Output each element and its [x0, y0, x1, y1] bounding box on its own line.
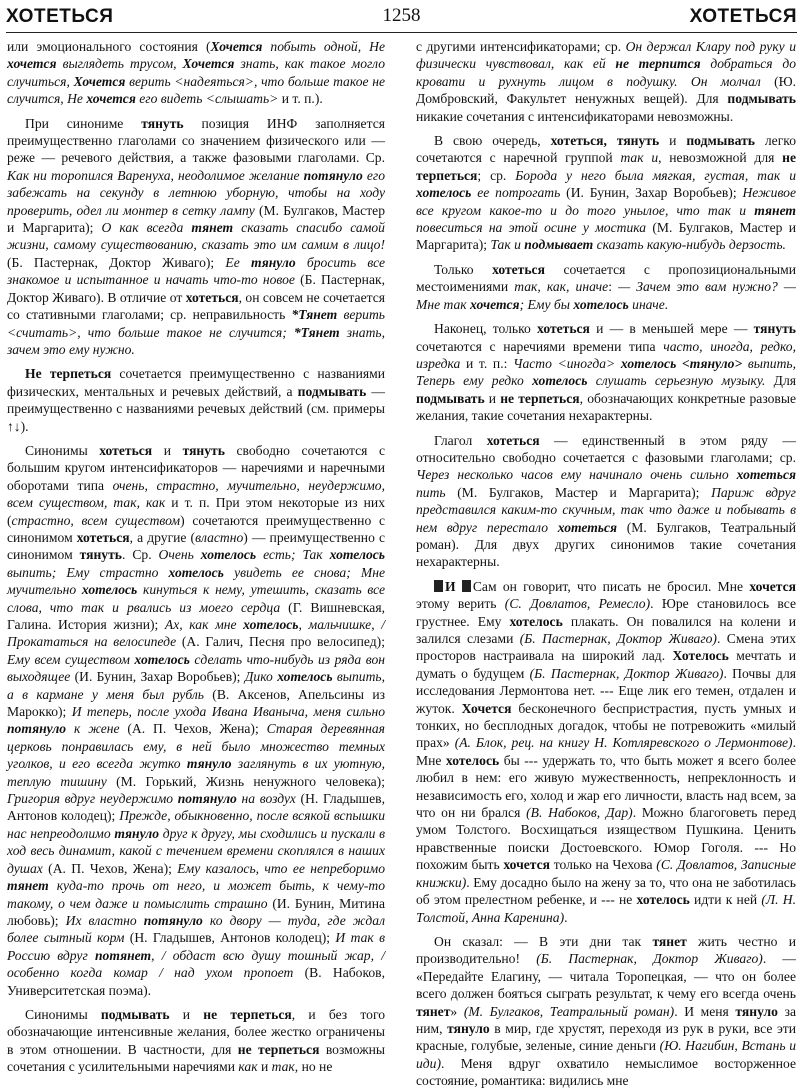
running-header: [6, 2, 797, 33]
header-headword-left: ХОТЕТЬСЯ: [6, 6, 114, 27]
illustrations-block: И Сам он говорит, что писать не бросил. Мне хочется этому верить (С. Довлатов, Ремесло). Юре становилось все грустнее. Ему хотелось плакать. Он повалился на колени и залился слезами (Б. Пастернак, Доктор Живаго). Смена этих просторов настраивала на широкий лад. Хотелось мечтать и думать о будущем (Б. Пастернак, Доктор Живаго). Почвы для исследования Лермонтова нет. --- Еще лик его темен, отдален и жуток. Хочется бесконечного беспристрастия, пусть умных и тонких, но бесплодных догадок, чтобы не потревожить «милый прах» (А. Блок, рец. на книгу Н. Котляревского о Лермонтове). Мне хотелось бы --- удержать то, что быть может я всего более любил в нем: его живую мужественность, непреклонность и независимость его, холод и жар его личности, власть над всем, за что он ни брался (В. Набоков, Дар). Можно благоговеть перед умом Толстого. Восхищаться изяществом Пушкина. Ценить нравственные поиски Достоевского. Юмор Гоголя. --- Но похожим быть хочется только на Чехова (С. Довлатов, Записные книжки). Ему досадно было на жену за то, что она не заботилась об этом прелестном ребенке, и --- не хотелось идти к ней (Л. Н. Толстой, Анна Каренина).: [416, 578, 797, 925]
paragraph: Синонимы хотеться и тянуть свободно сочетаются с большим кругом интенсификаторов — наречиями и наречными оборотами типа очень, страстно, мучительно, неудержимо, всем существом, так, как и т. п. При этом некоторые из них (страстно, всем существом) сочетаются преимущественно с синонимом хотеться, а другие (властно) — преимущественно с синонимом тянуть. Ср. Очень хотелось есть; Так хотелось выпить; Ему страстно хотелось увидеть ее снова; Мне мучительно хотелось кинуться к нему, утешить, сказать все слова, что так и рвались из моего сердца (Г. Вишневская, Галина. История жизни); Ах, как мне хотелось, мальчишке, / Прокататься на велосипеде (А. Галич, Песня про велосипед); Ему всем существом хотелось сделать что-нибудь из ряда вон выходящее (И. Бунин, Захар Воробьев); Дико хотелось выпить, а в кармане у меня был рубль (В. Аксенов, Апельсины из Марокко); И теперь, после ухода Ивана Иваныча, меня сильно потянуло к жене (А. П. Чехов, Жена); Старая деревянная церковь понравилась ему, в ней было множество темных уголков, и его всегда жутко тянуло заглянуть в их уютную, теплую тишину (М. Горький, Жизнь ненужного человека); Григория вдруг неудержимо потянуло на воздух (Н. Гладышев, Антонов колодец); Прежде, обыкновенно, после всякой вспышки нас непреодолимо тянуло друг к другу, мы сходились и пускали в ход весь динамит, какой с течением времени скоплялся в наших душах (А. П. Чехов, Жена); Ему казалось, что ее непреборимо тянет куда-то прочь от него, и может быть, к чему-то такому, о чем даже и помыслить страшно (И. Бунин, Митина любовь); Их властно потянуло ко двору — туда, где ждал более сытный корм (Н. Гладышев, Антонов колодец); И так в Россию вдруг потянет, / обдаст всю душу тошный жар, / особенно когда комар / над ухом пропоет (В. Набоков, Университетская поэма).: [7, 442, 386, 998]
paragraph: Он сказал: — В эти дни так тянет жить честно и производительно! (Б. Пастернак, Доктор Живаго). — «Передайте Елагину, — читала Торопецкая, — что он более всего должен бояться сыграть результат, к чему его всегда очень тянет» (М. Булгаков, Театральный роман). И меня тянуло за ним, тянуло в мир, где хрустят, переходя из рук в руки, все эти красные, голубые, зеленые, синие деньги (Ю. Нагибин, Встань и иди). Меня вдруг охватило немыслимое восторженное состояние, романтика: видились мне: [416, 933, 797, 1089]
header-headword-right: ХОТЕТЬСЯ: [689, 6, 797, 27]
paragraph: При синониме тянуть позиция ИНФ заполняется преимущественно глаголами со значением физического или — реже — речевого действия, а также фазовыми глаголами. Ср. Как ни торопился Варенуха, неодолимое желание потянуло его забежать на секунду в летнюю уборную, чтобы на ходу проверить, одел ли монтер в сетку лампу (М. Булгаков, Мастер и Маргарита); О как всегда тянет сказать спасибо самой жизни, самому существованию, сказать это им самим в лицо! (Б. Пастернак, Доктор Живаго); Ее тянуло бросить все знакомое и испытанное и начать что-то новое (Б. Пастернак, Доктор Живаго). В отличие от хотеться, он совсем не сочетается со стативными глаголами; ср. неправильность *Тянет верить <считать>, что больше такое не случится; *Тянет знать, зачем это ему нужно.: [7, 115, 386, 357]
page-number: 1258: [382, 5, 421, 26]
paragraph: Наконец, только хотеться и — в меньшей мере — тянуть сочетаются с наречиями времени типа часто, иногда, редко, изредка и т. п.: Часто <иногда> хотелось <тянуло> выпить, Теперь ему редко хотелось слушать серьезную музыку. Для подмывать и не терпеться, обозначающих конкретные разовые желания, такие сочетания нехарактерны.: [416, 321, 797, 424]
left-column: [7, 38, 386, 1075]
paragraph: В свою очередь, хотеться, тянуть и подмывать легко сочетаются с наречной группой так и, невозможной для не терпеться; ср. Борода у него была мягкая, густая, так и хотелось ее потрогать (И. Бунин, Захар Воробьев); Неживое все кругом какое-то и до того унылое, что так и тянет повеситься на этой осине у мостика (М. Булгаков, Мастер и Маргарита); Так и подмывает сказать какую-нибудь дерзость.: [416, 133, 796, 253]
paragraph: или эмоционального состояния (Хочется побыть одной, Не хочется выглядеть трусом, Хочется знать, как такое могло случиться, Хочется верить <надеяться>, что больше такое не случится, Не хочется его видеть <слышать> и т. п.).: [7, 39, 386, 107]
right-column: [416, 38, 797, 1089]
paragraph: Не терпеться сочетается преимущественно с названиями физических, ментальных и речевых действий, а подмывать — преимущественно с названиями речевых действий (см. примеры ↑↓).: [7, 366, 385, 434]
paragraph: Только хотеться сочетается с пропозициональными местоимениями так, как, иначе: — Зачем это вам нужно? — Мне так хочется; Ему бы хотелось иначе.: [416, 261, 796, 312]
paragraph: Синонимы подмывать и не терпеться, и без того обозначающие интенсивные желания, более жестко ограничены в этом отношении. В частности, для не терпеться возможны сочетания с усилительными наречиями как и так, но не: [7, 1006, 386, 1075]
paragraph: с другими интенсификаторами; ср. Он держал Клару под руку и физически чувствовал, как ей не терпится добраться до кровати и рухнуть лицом в подушку. Он молчал (Ю. Домбровский, Факультет ненужных вещей). Для подмывать никакие сочетания с интенсификаторами невозможны.: [416, 39, 796, 124]
paragraph: Глагол хотеться — единственный в этом ряду — относительно свободно сочетается с фазовыми глаголами; ср. Через несколько часов ему начинало очень сильно хотеться пить (М. Булгаков, Мастер и Маргарита); Париж вдруг представился каким-то скучным, так что даже и побывать в нем вдруг перестало хотеться (М. Булгаков, Театральный роман). Для двух других синонимов такие сочетания нехарактерны.: [416, 432, 796, 570]
